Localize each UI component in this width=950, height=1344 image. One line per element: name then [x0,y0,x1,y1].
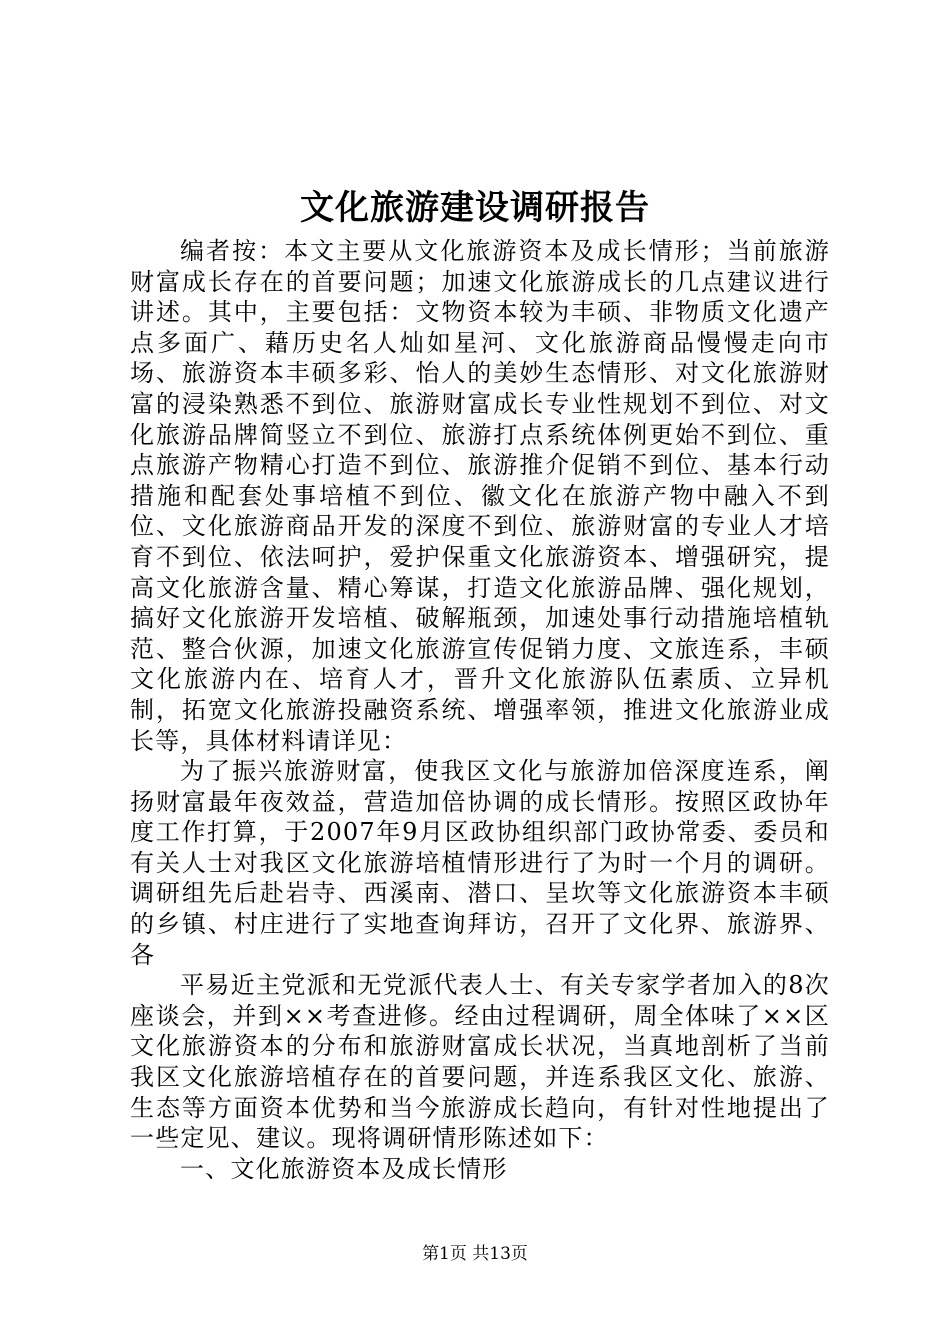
section-heading: 一、文化旅游资本及成长情形 [180,1154,508,1183]
editor-note-paragraph: 编者按：本文主要从文化旅游资本及成长情形；当前旅游财富成长存在的首要问题；加速文化旅游成长的几点建议进行讲述。其中，主要包括：文物资本较为丰硕、非物质文化遗产点多面广、藉历史名人灿如星河、文化旅游商品慢慢走向市场、旅游资本丰硕多彩、怡人的美妙生态情形、对文化旅游财富的浸染熟悉不到位、旅游财富成长专业性规划不到位、对文化旅游品牌简竖立不到位、旅游打点系统体例更始不到位、重点旅游产物精心打造不到位、旅游推介促销不到位、基本行动措施和配套处事培植不到位、徽文化在旅游产物中融入不到位、文化旅游商品开发的深度不到位、旅游财富的专业人才培育不到位、依法呵护，爱护保重文化旅游资本、增强研究，提高文化旅游含量、精心筹谋，打造文化旅游品牌、强化规划，搞好文化旅游开发培植、破解瓶颈，加速处事行动措施培植轨范、整合伙源，加速文化旅游宣传促销力度、文旅连系，丰硕文化旅游内在、培育人才，晋升文化旅游队伍素质、立异机制，拓宽文化旅游投融资系统、增强率领，推进文化旅游业成长等，具体材料请详见： [130,237,830,755]
survey-paragraph: 平易近主党派和无党派代表人士、有关专家学者加入的8次座谈会，并到××考查进修。经由过程调研，周全体味了××区文化旅游资本的分布和旅游财富成长状况，当真地剖析了当前我区文化旅游培植存在的首要问题，并连系我区文化、旅游、生态等方面资本优势和当今旅游成长趋向，有针对性地提出了一些定见、建议。现将调研情形陈述如下： [130,971,830,1153]
document-body [130,236,830,1184]
purpose-paragraph: 为了振兴旅游财富，使我区文化与旅游加倍深度连系，阐扬财富最年夜效益，营造加倍协调的成长情形。按照区政协年度工作打算，于2007年9月区政协组织部门政协常委、委员和有关人士对我区文化旅游培植情形进行了为时一个月的调研。调研组先后赴岩寺、西溪南、潜口、呈坎等文化旅游资本丰硕的乡镇、村庄进行了实地查询拜访，召开了文化界、旅游界、各 [130,757,830,969]
page-indicator: 第1页 共13页 [422,1244,528,1264]
document-title: 文化旅游建设调研报告 [300,188,650,228]
